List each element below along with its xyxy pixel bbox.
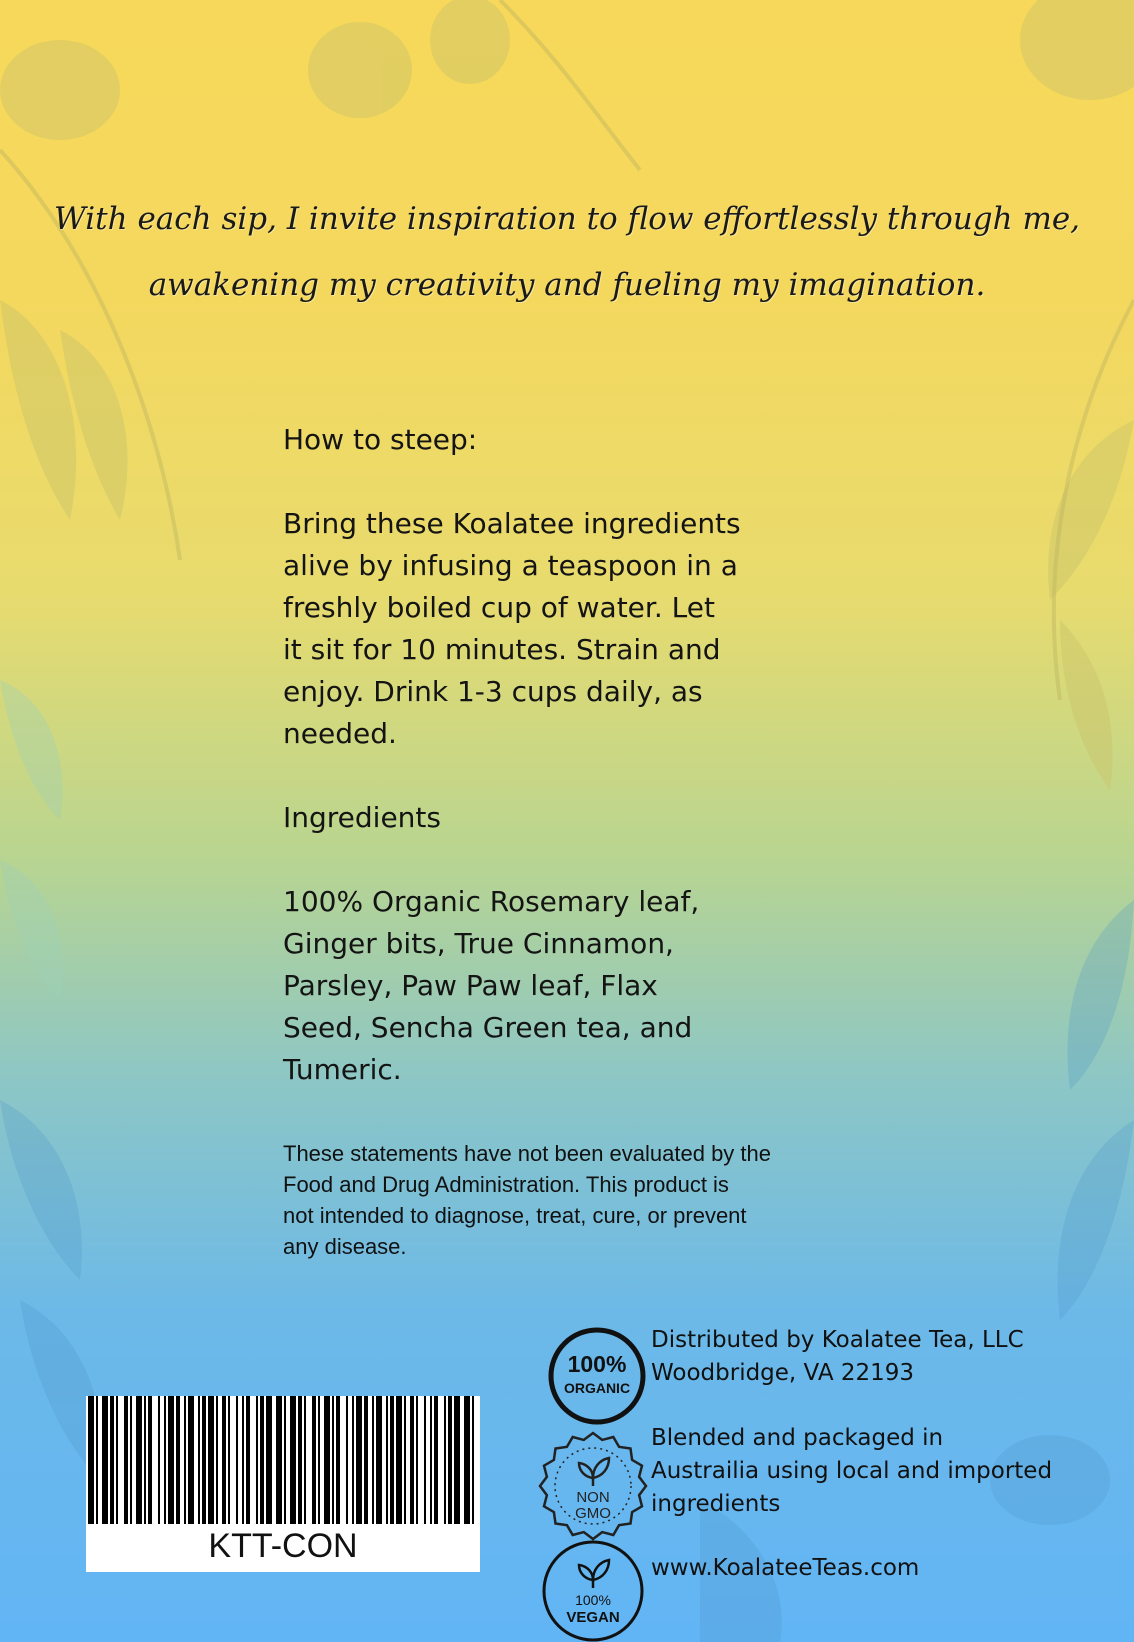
origin-line: Austrailia using local and imported (651, 1458, 1053, 1484)
barcode-bar (416, 1396, 418, 1524)
vegan-line1: 100% (575, 1592, 611, 1608)
steep-heading: How to steep: (283, 423, 478, 456)
distributor-info (651, 1324, 1024, 1390)
barcode-bar (290, 1396, 296, 1524)
barcode-bar (148, 1396, 152, 1524)
organic-badge (547, 1326, 647, 1426)
vegan-line2: VEGAN (566, 1609, 620, 1626)
barcode-bar (158, 1396, 160, 1524)
barcode-bar (176, 1396, 180, 1524)
barcode-bar (88, 1396, 94, 1524)
barcode-bar (242, 1396, 244, 1524)
non-gmo-badge (537, 1430, 649, 1542)
organic-badge-line2: ORGANIC (563, 1380, 631, 1396)
barcode-bar (304, 1396, 306, 1524)
barcode-bar (352, 1396, 354, 1524)
barcode-bar (216, 1396, 218, 1524)
steep-line: enjoy. Drink 1-3 cups daily, as (283, 675, 703, 708)
barcode-bar (102, 1396, 108, 1524)
barcode-bar (144, 1396, 146, 1524)
quote-line-1: With each sip, I invite inspiration to flow effortlessly through me, (53, 201, 1081, 237)
barcode-bar (464, 1396, 470, 1524)
barcode-bar (222, 1396, 226, 1524)
ingredient-line: Seed, Sencha Green tea, and (283, 1011, 693, 1044)
barcode-bar (246, 1396, 250, 1524)
organic-badge-line1: 100% (567, 1351, 627, 1377)
barcode-bar (284, 1396, 286, 1524)
barcode-bar (198, 1396, 200, 1524)
barcode-bar (430, 1396, 432, 1524)
barcode-bar (444, 1396, 446, 1524)
barcode-bar (136, 1396, 142, 1524)
barcode-bar (434, 1396, 438, 1524)
ingredient-line: Tumeric. (283, 1053, 402, 1086)
barcode-bar (256, 1396, 258, 1524)
barcode-bar (376, 1396, 382, 1524)
barcode-code: KTT-CON (208, 1527, 358, 1565)
barcode-bar (356, 1396, 362, 1524)
barcode-bar (324, 1396, 330, 1524)
affirmation-quote (0, 186, 1134, 318)
barcode-bar (188, 1396, 194, 1524)
barcode-bar (266, 1396, 272, 1524)
disclaimer-line: any disease. (283, 1234, 407, 1259)
distributor-address: Woodbridge, VA 22193 (651, 1360, 915, 1386)
steep-line: needed. (283, 717, 397, 750)
nongmo-line1: NON (576, 1489, 610, 1506)
barcode (86, 1396, 480, 1572)
barcode-bar (260, 1396, 264, 1524)
steep-line: it sit for 10 minutes. Strain and (283, 633, 721, 666)
barcode-bar (336, 1396, 340, 1524)
nongmo-line2: GMO (575, 1505, 611, 1522)
barcode-bar (386, 1396, 388, 1524)
barcode-bar (276, 1396, 282, 1524)
steeping-instructions (283, 419, 863, 1091)
barcode-bar (454, 1396, 460, 1524)
steep-line: freshly boiled cup of water. Let (283, 591, 715, 624)
barcode-bar (298, 1396, 302, 1524)
barcode-bar (372, 1396, 374, 1524)
quote-line-2: awakening my creativity and fueling my imagination. (148, 267, 986, 303)
barcode-bar (116, 1396, 118, 1524)
origin-line: ingredients (651, 1491, 781, 1517)
distributor-line: Distributed by Koalatee Tea, LLC (651, 1327, 1024, 1353)
barcode-bar (312, 1396, 316, 1524)
barcode-bar (110, 1396, 114, 1524)
barcode-bar (168, 1396, 174, 1524)
origin-info (651, 1422, 1052, 1521)
barcode-bar (318, 1396, 320, 1524)
barcode-bar (202, 1396, 206, 1524)
ingredients-heading: Ingredients (283, 801, 441, 834)
leaf-icon (579, 1458, 609, 1486)
barcode-bar (424, 1396, 426, 1524)
steep-line: alive by infusing a teaspoon in a (283, 549, 738, 582)
fda-disclaimer (283, 1138, 863, 1262)
barcode-bar (448, 1396, 452, 1524)
barcode-bar (396, 1396, 402, 1524)
barcode-bar (228, 1396, 230, 1524)
barcode-bar (208, 1396, 214, 1524)
website-link[interactable]: www.KoalateeTeas.com (651, 1555, 920, 1581)
ingredient-line: Parsley, Paw Paw leaf, Flax (283, 969, 658, 1002)
barcode-bar (390, 1396, 394, 1524)
barcode-bar (364, 1396, 368, 1524)
barcode-bar (184, 1396, 186, 1524)
barcode-bar (236, 1396, 238, 1524)
disclaimer-line: not intended to diagnose, treat, cure, or prevent (283, 1203, 747, 1228)
barcode-bars (86, 1396, 480, 1524)
barcode-bar (124, 1396, 128, 1524)
barcode-bar (130, 1396, 132, 1524)
barcode-bar (472, 1396, 474, 1524)
barcode-bar (346, 1396, 348, 1524)
disclaimer-line: Food and Drug Administration. This product is (283, 1172, 729, 1197)
barcode-bar (164, 1396, 166, 1524)
origin-line: Blended and packaged in (651, 1425, 944, 1451)
ingredient-line: 100% Organic Rosemary leaf, (283, 885, 700, 918)
steep-line: Bring these Koalatee ingredients (283, 507, 741, 540)
vegan-badge (540, 1538, 646, 1642)
barcode-bar (332, 1396, 334, 1524)
barcode-bar (404, 1396, 406, 1524)
leaf-icon (579, 1560, 609, 1588)
barcode-bar (410, 1396, 414, 1524)
disclaimer-line: These statements have not been evaluated by the (283, 1141, 771, 1166)
barcode-bar (96, 1396, 98, 1524)
ingredient-line: Ginger bits, True Cinnamon, (283, 927, 674, 960)
